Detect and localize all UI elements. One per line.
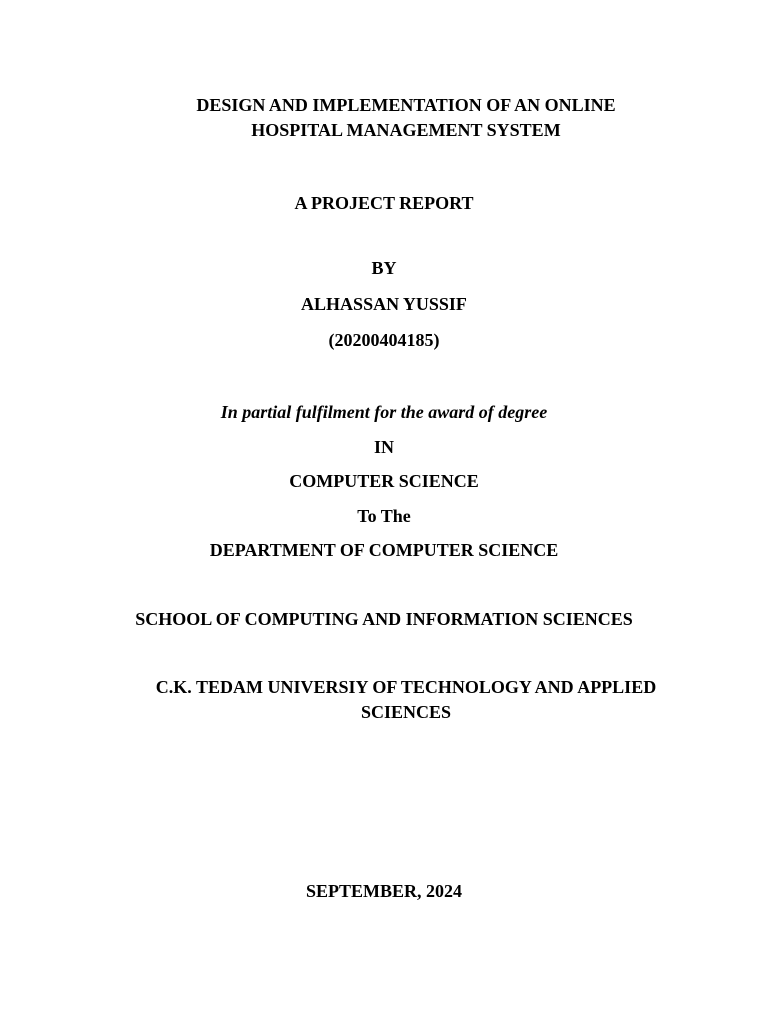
report-title-line-1: DESIGN AND IMPLEMENTATION OF AN ONLINE xyxy=(196,95,616,115)
university-name-line-1: C.K. TEDAM UNIVERSIY OF TECHNOLOGY AND APPLIED xyxy=(155,677,657,697)
to-label: To The xyxy=(357,506,411,526)
student-id: (20200404185) xyxy=(328,330,440,350)
submission-date: SEPTEMBER, 2024 xyxy=(305,881,463,901)
author-name: ALHASSAN YUSSIF xyxy=(301,294,467,314)
degree-field: COMPUTER SCIENCE xyxy=(289,471,479,491)
university-name xyxy=(110,675,702,725)
in-label: IN xyxy=(373,437,394,457)
university-name-line-2: SCIENCES xyxy=(360,702,452,722)
report-type: A PROJECT REPORT xyxy=(294,193,474,213)
by-label: BY xyxy=(371,258,397,278)
school-name: SCHOOL OF COMPUTING AND INFORMATION SCIENCES xyxy=(135,609,633,629)
report-title xyxy=(120,93,692,143)
report-title-line-2: HOSPITAL MANAGEMENT SYSTEM xyxy=(251,120,561,140)
department-name: DEPARTMENT OF COMPUTER SCIENCE xyxy=(209,540,559,560)
fulfilment-statement: In partial fulfilment for the award of degree xyxy=(220,402,548,422)
